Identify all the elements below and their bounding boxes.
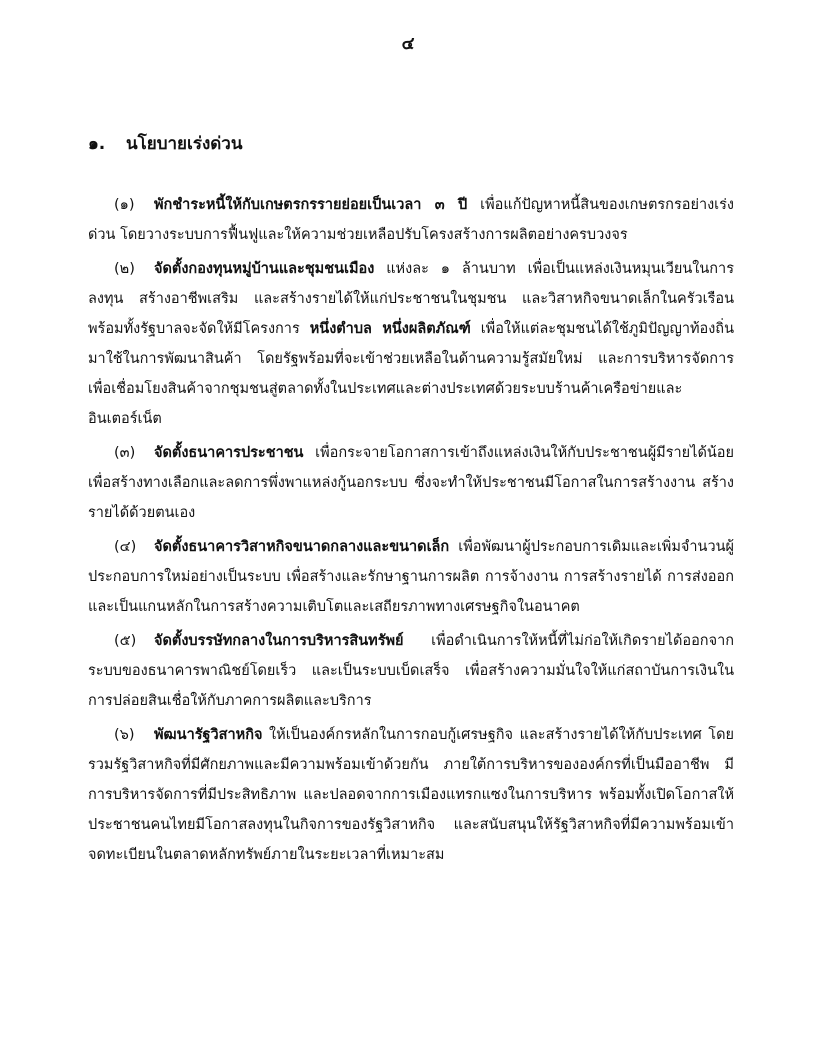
- policy-list: [88, 190, 734, 874]
- item-number: (๖): [114, 727, 135, 743]
- item-emphasis: หนึ่งตำบล หนึ่งผลิตภัณฑ์: [309, 321, 471, 337]
- policy-item-6: [88, 720, 734, 870]
- item-title: จัดตั้งกองทุนหมู่บ้านและชุมชนเมือง: [154, 261, 375, 277]
- item-title: พัฒนารัฐวิสาหกิจ: [154, 727, 263, 743]
- item-title: พักชำระหนี้ให้กับเกษตรกรรายย่อยเป็นเวลา ๓ ปี: [154, 197, 468, 213]
- section-title: นโยบายเร่งด่วน: [126, 134, 243, 154]
- item-text: เพื่อแก้ปัญหาหนี้สินของเกษตรกรอย่างเร่งด่วน โดยวางระบบการฟื้นฟูและให้ความช่วยเหลือปรับโครงสร้างการผลิตอย่างครบวงจร: [88, 197, 734, 243]
- page-number: ๔: [401, 34, 415, 54]
- policy-item-5: [88, 626, 734, 716]
- item-number: (๑): [114, 197, 135, 213]
- item-text: ให้เป็นองค์กรหลักในการกอบกู้เศรษฐกิจ และสร้างรายได้ให้กับประเทศ โดยรวมรัฐวิสาหกิจที่มีศักยภาพและมีความพร้อมเข้าด้วยกัน ภายใต้การบริหารขององค์กรที่เป็นมืออาชีพ มีการบริหารจัดการที่มีประสิทธิภาพ และปลอดจากการเมืองแทรกแซงในการบริหาร พร้อมทั้งเปิดโอกาสให้ประชาชนคนไทยมีโอกาสลงทุนในกิจการของรัฐวิสาหกิจ และสนับสนุนให้รัฐวิสาหกิจที่มีความพร้อมเข้าจดทะเบียนในตลาดหลักทรัพย์ภายในระยะเวลาที่เหมาะสม: [88, 727, 734, 863]
- policy-item-2: [88, 254, 734, 434]
- item-number: (๒): [114, 261, 135, 277]
- item-text-continued: เพื่อให้แต่ละชุมชนได้ใช้ภูมิปัญญาท้องถิ่นมาใช้ในการพัฒนาสินค้า โดยรัฐพร้อมที่จะเข้าช่วยเหลือในด้านความรู้สมัยใหม่ และการบริหารจัดการ เพื่อเชื่อมโยงสินค้าจากชุมชนสู่ตลาดทั้งในประเทศและต่างประเทศด้วยระบบร้านค้าเครือข่ายและอินเตอร์เน็ต: [88, 321, 734, 427]
- item-number: (๔): [114, 539, 137, 555]
- item-text: เพื่อพัฒนาผู้ประกอบการเดิมและเพิ่มจำนวนผู้ประกอบการใหม่อย่างเป็นระบบ เพื่อสร้างและรักษาฐานการผลิต การจ้างงาน การสร้างรายได้ การส่งออก และเป็นแกนหลักในการสร้างความเติบโตและเสถียรภาพทางเศรษฐกิจในอนาคต: [88, 539, 734, 615]
- item-number: (๓): [114, 445, 136, 461]
- item-title: จัดตั้งธนาคารวิสาหกิจขนาดกลางและขนาดเล็ก: [154, 539, 450, 555]
- item-title: จัดตั้งธนาคารประชาชน: [154, 445, 304, 461]
- item-number: (๕): [114, 633, 137, 649]
- section-heading: [88, 130, 242, 157]
- policy-item-4: [88, 532, 734, 622]
- item-text: แห่งละ ๑ ล้านบาท เพื่อเป็นแหล่งเงินหมุนเวียนในการลงทุน สร้างอาชีพเสริม และสร้างรายได้ให้แก่ประชาชนในชุมชน และวิสาหกิจขนาดเล็กในครัวเรือน พร้อมทั้งรัฐบาลจะจัดให้มีโครงการ: [88, 261, 734, 337]
- section-number: ๑.: [88, 134, 106, 154]
- policy-item-3: [88, 438, 734, 528]
- policy-item-1: [88, 190, 734, 250]
- item-text: เพื่อกระจายโอกาสการเข้าถึงแหล่งเงินให้กับประชาชนผู้มีรายได้น้อย เพื่อสร้างทางเลือกและลดการพึ่งพาแหล่งกู้นอกระบบ ซึ่งจะทำให้ประชาชนมีโอกาสในการสร้างงาน สร้างรายได้ด้วยตนเอง: [88, 445, 734, 521]
- item-title: จัดตั้งบรรษัทกลางในการบริหารสินทรัพย์: [154, 633, 404, 649]
- item-text: เพื่อดำเนินการให้หนี้ที่ไม่ก่อให้เกิดรายได้ออกจากระบบของธนาคารพาณิชย์โดยเร็ว และเป็นระบบเบ็ดเสร็จ เพื่อสร้างความมั่นใจให้แก่สถาบันการเงินในการปล่อยสินเชื่อให้กับภาคการผลิตและบริการ: [88, 633, 734, 709]
